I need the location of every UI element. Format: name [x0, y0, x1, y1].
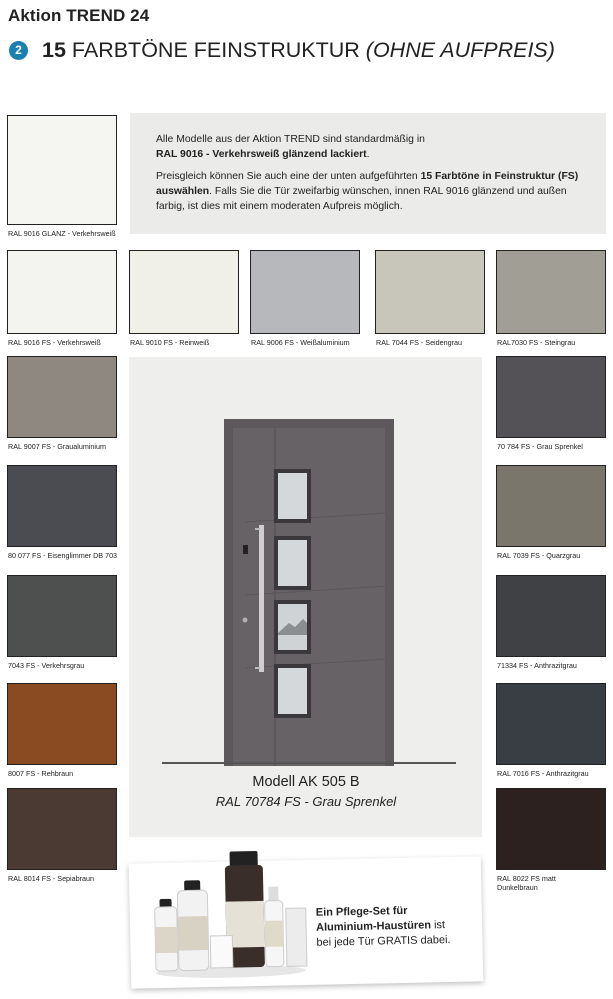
color-swatch: [375, 250, 485, 334]
color-swatch: [496, 788, 606, 870]
color-swatch: [7, 683, 117, 765]
info-paragraph-1: [156, 132, 586, 162]
color-swatch: [496, 575, 606, 657]
page-title: Aktion TREND 24: [8, 6, 150, 25]
color-swatch: [496, 465, 606, 547]
color-swatch: [7, 250, 117, 334]
swatch-label: RAL 7044 FS - Seidengrau: [376, 338, 463, 347]
fingerprint-reader: [243, 545, 248, 554]
info-p2-bold: 15 Farbtöne in Feinstruktur (FS) auswählen: [156, 171, 579, 197]
color-swatch: [7, 356, 117, 438]
swatch-label: RAL 9007 FS - Graualuminium: [8, 442, 107, 451]
heading-text: FARBTÖNE FEINSTRUKTUR: [71, 38, 360, 62]
swatch-label: 8007 FS - Rehbraun: [8, 769, 74, 778]
swatch-label: RAL 8014 FS - Sepiabraun: [8, 874, 95, 883]
model-color: RAL 70784 FS - Grau Sprenkel: [215, 794, 397, 809]
step-badge: 2: [9, 41, 28, 60]
info-p1-end: .: [366, 149, 370, 160]
floor-line: [162, 762, 456, 764]
info-text: [156, 132, 586, 221]
color-swatch: [7, 575, 117, 657]
swatch-label: RAL 9016 FS - Verkehrsweiß: [8, 338, 101, 347]
swatch-label: 7043 FS - Verkehrsgrau: [8, 661, 85, 670]
info-paragraph-2: [156, 169, 586, 214]
swatch-label: 71334 FS - Anthrazitgrau: [497, 661, 577, 670]
heading-note: (OHNE AUFPREIS): [365, 38, 555, 62]
door-illustration: [129, 357, 482, 777]
swatch-label: 70 784 FS - Grau Sprenkel: [497, 442, 583, 451]
swatch-label: RAL 7039 FS - Quarzgrau: [497, 551, 581, 560]
color-swatch: [496, 356, 606, 438]
swatch-label: 80 077 FS - Eisenglimmer DB 703: [8, 551, 118, 560]
color-swatch: [7, 115, 117, 225]
care-kit-image: [148, 838, 311, 981]
model-name: Modell AK 505 B: [252, 774, 360, 790]
care-kit-card: [129, 856, 484, 988]
info-p1-bold: RAL 9016 - Verkehrsweiß glänzend lackiert: [156, 149, 367, 160]
color-swatch: [129, 250, 239, 334]
swatch-label: RAL 7016 FS - Anthrazitgrau: [497, 769, 589, 778]
info-p1-line: Alle Modelle aus der Aktion TREND sind standardmäßig in: [156, 134, 425, 145]
swatch-label: RAL 9006 FS - Weißaluminium: [251, 338, 350, 347]
door-handle: [259, 525, 264, 672]
color-swatch: [250, 250, 360, 334]
color-swatch: [7, 788, 117, 870]
swatch-label: RAL 9016 GLANZ - Verkehrsweiß: [8, 229, 116, 238]
color-swatch: [496, 250, 606, 334]
care-bold-line2: Aluminium-Haustüren: [315, 919, 432, 934]
section-heading: [42, 38, 555, 63]
color-swatch: [496, 683, 606, 765]
info-p2-end: . Falls Sie die Tür zweifarbig wünschen, innen RAL 9016 glänzend und außen farbig, ist dies mit einem moderaten Aufpreis möglich.: [156, 186, 567, 212]
swatch-label: RAL 8022 FS matt Dunkelbraun: [497, 874, 556, 892]
care-bold-line1: Ein Pflege-Set für: [315, 904, 408, 919]
care-line3: bei jede Tür GRATIS dabei.: [316, 933, 451, 949]
door-lock: [243, 618, 248, 623]
color-swatch: [7, 465, 117, 547]
care-rest-line2: ist: [430, 919, 446, 932]
info-box: [130, 113, 606, 234]
swatch-label: RAL7030 FS - Steingrau: [497, 338, 576, 347]
care-kit-text: [316, 902, 477, 950]
heading-count: 15: [42, 38, 66, 62]
info-p2-start: Preisgleich können Sie auch eine der unten aufgeführten: [156, 171, 418, 182]
swatch-label: RAL 9010 FS - Reinweiß: [130, 338, 210, 347]
